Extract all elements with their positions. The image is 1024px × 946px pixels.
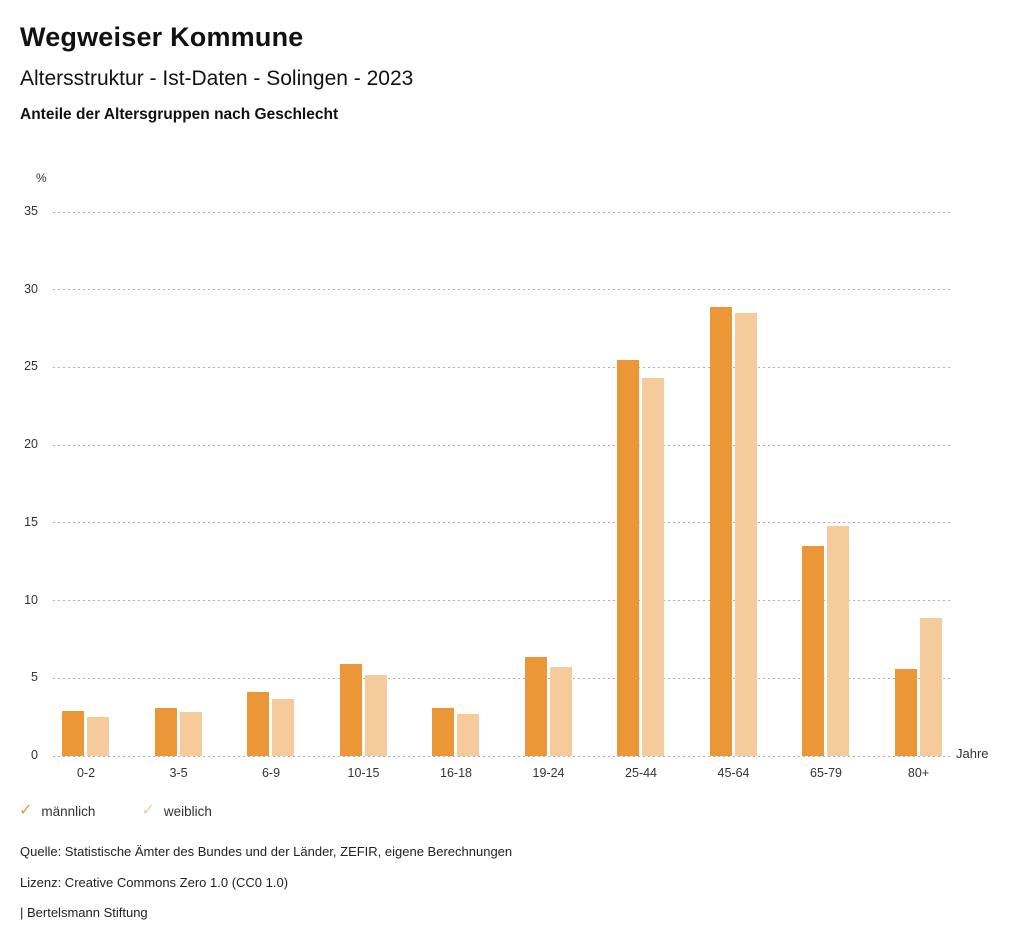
x-tick-label-65-79: 65-79 (810, 766, 842, 780)
bar-weiblich-10-15[interactable] (365, 675, 387, 756)
bar-weiblich-80+[interactable] (920, 618, 942, 756)
y-tick-label-30: 30 (24, 281, 38, 296)
x-tick-label-19-24: 19-24 (532, 766, 565, 780)
gridline-20 (53, 445, 953, 446)
x-tick-label-6-9: 6-9 (261, 766, 281, 780)
bar-männlich-16-18[interactable] (432, 708, 454, 756)
license-text: Lizenz: Creative Commons Zero 1.0 (CC0 1.0) (20, 875, 289, 890)
y-tick-label-5: 5 (31, 670, 38, 685)
bar-weiblich-19-24[interactable] (550, 667, 572, 756)
legend-item-männlich[interactable] (19, 803, 95, 819)
bar-weiblich-45-64[interactable] (735, 313, 757, 756)
gridline-30 (53, 289, 953, 290)
check-icon: ✓ (19, 802, 33, 819)
gridline-15 (53, 522, 953, 523)
y-tick-label-25: 25 (24, 359, 38, 374)
y-tick-label-10: 10 (24, 592, 38, 607)
bar-weiblich-3-5[interactable] (180, 712, 202, 756)
bar-weiblich-0-2[interactable] (87, 717, 109, 756)
bar-weiblich-25-44[interactable] (642, 378, 664, 756)
page-title: Wegweiser Kommune (20, 22, 304, 52)
bar-weiblich-16-18[interactable] (457, 714, 479, 756)
x-tick-label-80+: 80+ (907, 766, 930, 780)
gridline-25 (53, 367, 953, 368)
y-tick-label-15: 15 (24, 514, 38, 529)
bar-männlich-25-44[interactable] (617, 360, 639, 756)
check-icon: ✓ (141, 802, 155, 819)
bar-weiblich-6-9[interactable] (272, 699, 294, 757)
legend-label: männlich (41, 803, 96, 819)
chart-subtitle: Altersstruktur - Ist-Daten - Solingen - 2023 (20, 67, 414, 90)
x-axis-unit-label: Jahre (956, 746, 989, 761)
x-tick-label-3-5: 3-5 (169, 766, 188, 780)
x-tick-label-45-64: 45-64 (717, 766, 750, 780)
chart-plot-area (53, 212, 953, 756)
bar-männlich-65-79[interactable] (802, 546, 824, 756)
bar-männlich-0-2[interactable] (62, 711, 84, 756)
bar-männlich-3-5[interactable] (155, 708, 177, 756)
bar-männlich-45-64[interactable] (710, 307, 732, 756)
x-tick-label-10-15: 10-15 (347, 766, 380, 780)
source-text: Quelle: Statistische Ämter des Bundes und der Länder, ZEFIR, eigene Berechnungen (20, 844, 513, 859)
y-tick-label-20: 20 (24, 437, 38, 452)
x-tick-label-25-44: 25-44 (625, 766, 657, 780)
chart-description: Anteile der Altersgruppen nach Geschlecht (20, 106, 339, 123)
bar-männlich-6-9[interactable] (247, 692, 269, 756)
gridline-35 (53, 212, 953, 213)
bar-weiblich-65-79[interactable] (827, 526, 849, 756)
y-axis-unit-label: % (36, 171, 47, 185)
y-tick-label-0: 0 (31, 748, 38, 762)
x-tick-label-16-18: 16-18 (440, 766, 472, 780)
legend-label: weiblich (163, 803, 212, 819)
y-tick-label-35: 35 (24, 204, 38, 218)
chart-legend (19, 803, 258, 819)
x-tick-label-0-2: 0-2 (76, 766, 96, 780)
bar-männlich-80+[interactable] (895, 669, 917, 756)
attribution-text: | Bertelsmann Stiftung (20, 905, 148, 920)
bar-männlich-19-24[interactable] (525, 657, 547, 756)
bar-männlich-10-15[interactable] (340, 664, 362, 756)
legend-item-weiblich[interactable] (141, 803, 211, 819)
